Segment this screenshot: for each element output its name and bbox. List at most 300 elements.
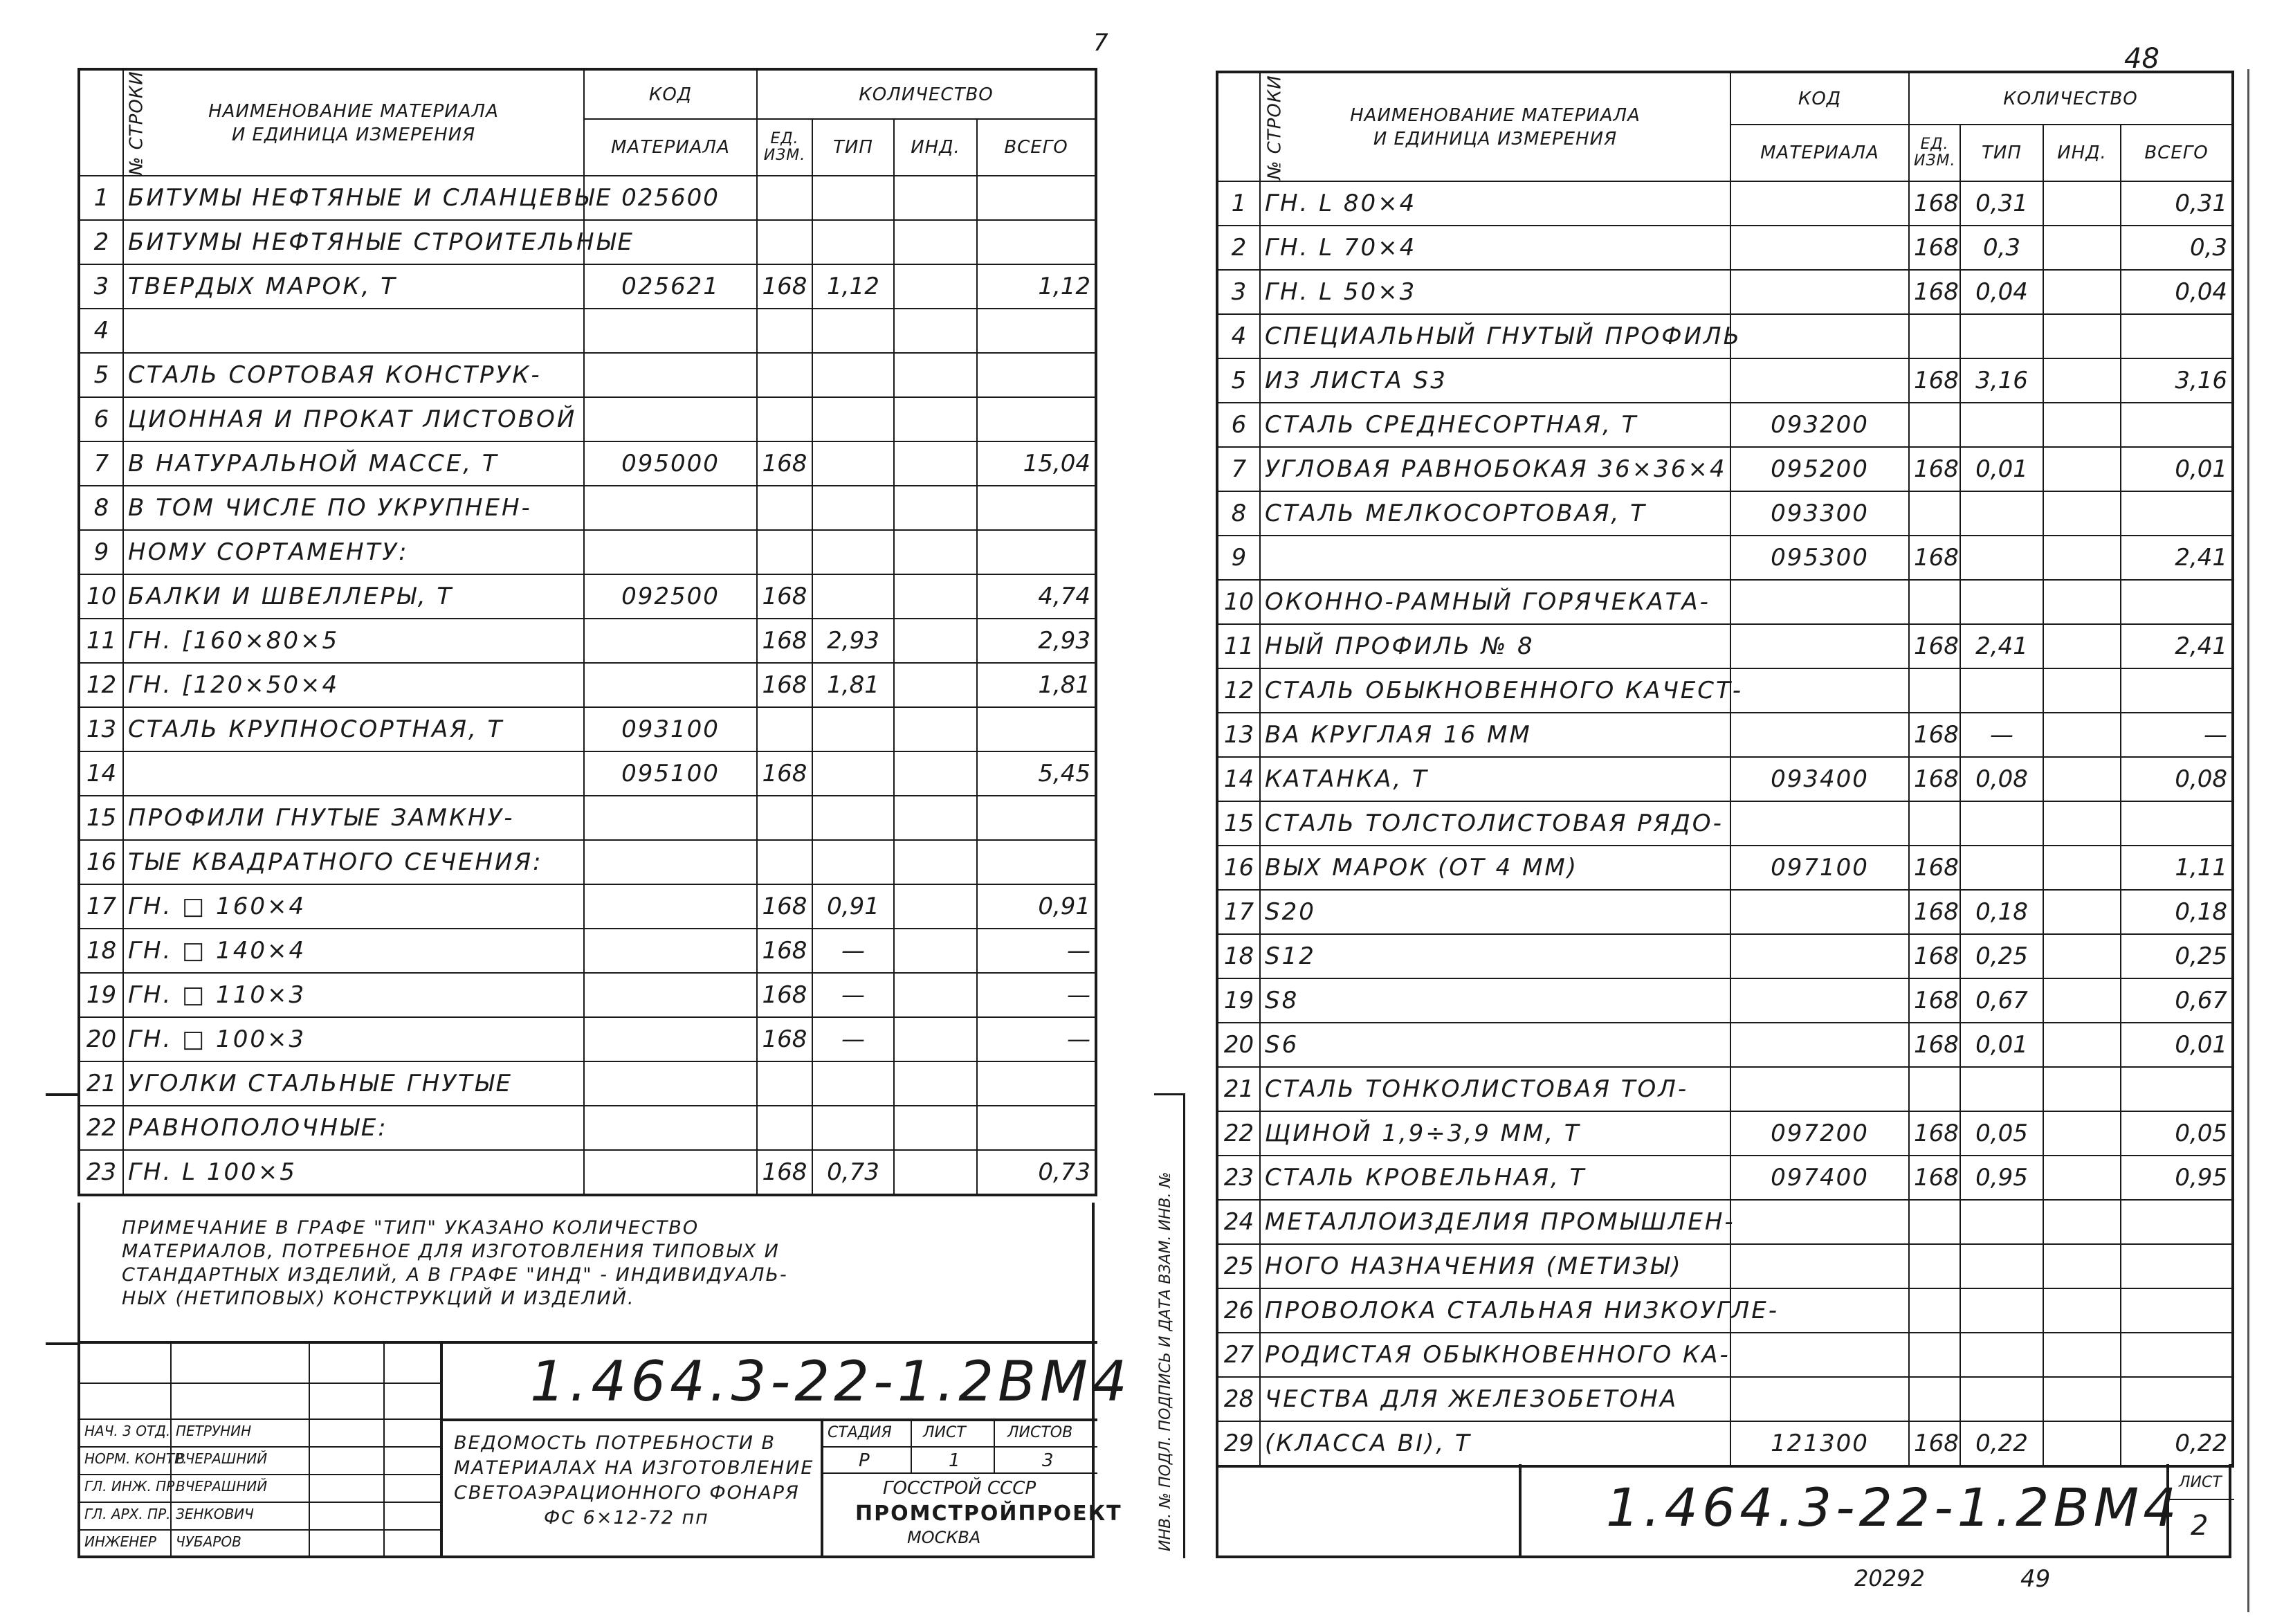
ind-quantity-cell bbox=[2043, 1377, 2121, 1421]
typ-quantity-cell: — bbox=[812, 929, 894, 973]
row-number-cell: 10 bbox=[1217, 580, 1260, 624]
table-row bbox=[1217, 624, 2233, 668]
ind-quantity-cell bbox=[2043, 1421, 2121, 1466]
total-quantity-cell: 1,81 bbox=[977, 663, 1096, 707]
total-quantity-cell: 0,18 bbox=[2121, 890, 2233, 934]
ind-quantity-cell bbox=[2043, 181, 2121, 226]
unit-cell: 168 bbox=[1909, 713, 1960, 757]
table-row bbox=[1217, 270, 2233, 314]
unit-cell bbox=[757, 309, 812, 353]
unit-cell bbox=[1909, 403, 1960, 447]
side-strip-line bbox=[1183, 1093, 1185, 1558]
materials-table-sheet-1 bbox=[77, 68, 1097, 1196]
total-quantity-cell: 0,31 bbox=[2121, 181, 2233, 226]
title-block-sheet-2 bbox=[1216, 1464, 2231, 1558]
unit-cell: 168 bbox=[757, 884, 812, 929]
table-row bbox=[79, 929, 1096, 973]
row-number-cell: 25 bbox=[1217, 1244, 1260, 1288]
title-block-sheet-1 bbox=[77, 1203, 1131, 1558]
row-number-cell: 9 bbox=[79, 530, 123, 574]
typ-quantity-cell bbox=[1960, 1288, 2043, 1333]
material-name-cell: СТАЛЬ ТОНКОЛИСТОВАЯ ТОЛ- bbox=[1260, 1067, 1730, 1111]
total-quantity-cell bbox=[2121, 491, 2233, 536]
ind-quantity-cell bbox=[2043, 668, 2121, 713]
material-code-cell: 097400 bbox=[1730, 1156, 1909, 1200]
material-name-cell: ЩИНОЙ 1,9÷3,9 ММ, Т bbox=[1260, 1111, 1730, 1156]
ind-quantity-cell bbox=[894, 751, 977, 796]
material-name-cell: ГН. L 100×5 bbox=[123, 1150, 584, 1195]
total-quantity-cell bbox=[2121, 403, 2233, 447]
table-header bbox=[79, 69, 1096, 176]
ind-quantity-cell bbox=[894, 973, 977, 1017]
row-number-cell: 10 bbox=[79, 574, 123, 619]
material-code-cell bbox=[1730, 1377, 1909, 1421]
ind-quantity-cell bbox=[894, 309, 977, 353]
material-name-cell: УГЛОВАЯ РАВНОБОКАЯ 36×36×4 bbox=[1260, 447, 1730, 491]
material-code-cell bbox=[1730, 1244, 1909, 1288]
table-row bbox=[1217, 890, 2233, 934]
material-code-cell bbox=[584, 663, 757, 707]
table-row bbox=[1217, 668, 2233, 713]
document-designation: 1.464.3-22-1.2ВМ4 bbox=[1606, 1477, 2181, 1538]
bottom-mark-2: 49 bbox=[2020, 1565, 2051, 1593]
material-name-cell: ПРОФИЛИ ГНУТЫЕ ЗАМКНУ- bbox=[123, 796, 584, 840]
total-quantity-cell: 0,67 bbox=[2121, 978, 2233, 1023]
table-row bbox=[1217, 1421, 2233, 1466]
typ-quantity-cell: 2,41 bbox=[1960, 624, 2043, 668]
total-quantity-cell bbox=[2121, 668, 2233, 713]
row-number-cell: 8 bbox=[79, 486, 123, 530]
binding-tick-2 bbox=[46, 1342, 79, 1345]
ind-quantity-cell bbox=[2043, 491, 2121, 536]
org-line-1: ГОССТРОЙ СССР bbox=[883, 1478, 1036, 1499]
sheet-value: 1 bbox=[949, 1450, 960, 1471]
unit-cell: 168 bbox=[1909, 890, 1960, 934]
table-row bbox=[1217, 846, 2233, 890]
row-number-cell: 22 bbox=[79, 1106, 123, 1150]
total-quantity-cell bbox=[977, 486, 1096, 530]
table-row bbox=[1217, 536, 2233, 580]
unit-cell bbox=[757, 840, 812, 884]
table-body bbox=[1217, 181, 2233, 1466]
material-name-cell bbox=[1260, 536, 1730, 580]
total-quantity-cell bbox=[2121, 1288, 2233, 1333]
material-name-cell: СПЕЦИАЛЬНЫЙ ГНУТЫЙ ПРОФИЛЬ bbox=[1260, 314, 1730, 358]
row-number-cell: 19 bbox=[79, 973, 123, 1017]
table-row bbox=[1217, 1111, 2233, 1156]
typ-quantity-cell: 1,12 bbox=[812, 264, 894, 309]
typ-quantity-cell: 0,91 bbox=[812, 884, 894, 929]
col-name-header: НАИМЕНОВАНИЕ МАТЕРИАЛА И ЕДИНИЦА ИЗМЕРЕНИЯ bbox=[1260, 72, 1730, 181]
table-row bbox=[79, 1061, 1096, 1106]
table-row bbox=[79, 530, 1096, 574]
unit-cell bbox=[1909, 1288, 1960, 1333]
material-code-cell: 095200 bbox=[1730, 447, 1909, 491]
material-name-cell: ГН. L 80×4 bbox=[1260, 181, 1730, 226]
staff-role: ГЛ. ИНЖ. ПР. bbox=[84, 1478, 179, 1495]
total-quantity-cell: 15,04 bbox=[977, 441, 1096, 486]
corner-mark-sheet-2: 48 bbox=[2124, 43, 2159, 75]
row-number-cell: 16 bbox=[1217, 846, 1260, 890]
material-code-cell bbox=[584, 1106, 757, 1150]
sheet-1 bbox=[77, 68, 1095, 1196]
ind-quantity-cell bbox=[2043, 1333, 2121, 1377]
material-code-cell: 095000 bbox=[584, 441, 757, 486]
table-row bbox=[79, 353, 1096, 397]
material-code-cell: 121300 bbox=[1730, 1421, 1909, 1466]
unit-cell: 168 bbox=[757, 574, 812, 619]
material-name-cell: ГН. □ 100×3 bbox=[123, 1017, 584, 1061]
table-row bbox=[79, 619, 1096, 663]
table-row bbox=[79, 264, 1096, 309]
table-row bbox=[79, 441, 1096, 486]
table-row bbox=[1217, 757, 2233, 801]
total-quantity-cell: 1,11 bbox=[2121, 846, 2233, 890]
material-name-cell: НОГО НАЗНАЧЕНИЯ (МЕТИЗЫ) bbox=[1260, 1244, 1730, 1288]
binding-tick-1 bbox=[46, 1093, 79, 1096]
ind-quantity-cell bbox=[894, 707, 977, 751]
material-name-cell: S8 bbox=[1260, 978, 1730, 1023]
table-row bbox=[1217, 978, 2233, 1023]
col-unit-header: ЕД. ИЗМ. bbox=[1909, 125, 1960, 181]
col-typ-header: ТИП bbox=[812, 119, 894, 176]
total-quantity-cell: 1,12 bbox=[977, 264, 1096, 309]
staff-role: НОРМ. КОНТР. bbox=[84, 1450, 188, 1467]
table-row bbox=[79, 574, 1096, 619]
document-designation: 1.464.3-22-1.2ВМ4 bbox=[530, 1349, 1131, 1414]
material-code-cell bbox=[584, 929, 757, 973]
row-number-cell: 9 bbox=[1217, 536, 1260, 580]
ind-quantity-cell bbox=[2043, 270, 2121, 314]
unit-cell: 168 bbox=[1909, 358, 1960, 403]
material-code-cell bbox=[584, 840, 757, 884]
material-code-cell bbox=[1730, 358, 1909, 403]
unit-cell: 168 bbox=[757, 663, 812, 707]
unit-cell bbox=[1909, 491, 1960, 536]
total-quantity-cell: 0,05 bbox=[2121, 1111, 2233, 1156]
col-name-header: НАИМЕНОВАНИЕ МАТЕРИАЛА И ЕДИНИЦА ИЗМЕРЕНИЯ bbox=[123, 69, 584, 176]
material-name-cell: ГН. L 70×4 bbox=[1260, 226, 1730, 270]
material-code-cell: 095300 bbox=[1730, 536, 1909, 580]
material-name-cell: БАЛКИ И ШВЕЛЛЕРЫ, Т bbox=[123, 574, 584, 619]
row-number-cell: 3 bbox=[1217, 270, 1260, 314]
ind-quantity-cell bbox=[2043, 580, 2121, 624]
table-row bbox=[1217, 491, 2233, 536]
total-quantity-cell: 2,41 bbox=[2121, 624, 2233, 668]
unit-cell: 168 bbox=[1909, 270, 1960, 314]
row-number-cell: 6 bbox=[79, 397, 123, 441]
typ-quantity-cell: 0,22 bbox=[1960, 1421, 2043, 1466]
material-code-cell: 093300 bbox=[1730, 491, 1909, 536]
unit-cell: 168 bbox=[1909, 757, 1960, 801]
material-name-cell: ГН. L 50×3 bbox=[1260, 270, 1730, 314]
table-row bbox=[1217, 1023, 2233, 1067]
staff-name: ПЕТРУНИН bbox=[176, 1423, 252, 1439]
sheet-2 bbox=[1216, 71, 2231, 1468]
ind-quantity-cell bbox=[894, 264, 977, 309]
typ-quantity-cell: 1,81 bbox=[812, 663, 894, 707]
ind-quantity-cell bbox=[2043, 978, 2121, 1023]
material-code-cell bbox=[584, 1061, 757, 1106]
material-code-cell bbox=[1730, 668, 1909, 713]
total-quantity-cell: 2,93 bbox=[977, 619, 1096, 663]
ind-quantity-cell bbox=[2043, 358, 2121, 403]
table-row bbox=[79, 176, 1096, 220]
total-quantity-cell: 0,01 bbox=[2121, 447, 2233, 491]
table-row bbox=[1217, 1200, 2233, 1244]
ind-quantity-cell bbox=[2043, 1288, 2121, 1333]
typ-quantity-cell bbox=[1960, 536, 2043, 580]
total-quantity-cell: — bbox=[977, 929, 1096, 973]
material-name-cell: УГОЛКИ СТАЛЬНЫЕ ГНУТЫЕ bbox=[123, 1061, 584, 1106]
typ-quantity-cell bbox=[812, 574, 894, 619]
material-code-cell: 093200 bbox=[1730, 403, 1909, 447]
unit-cell: 168 bbox=[1909, 846, 1960, 890]
material-code-cell bbox=[1730, 270, 1909, 314]
unit-cell: 168 bbox=[1909, 1023, 1960, 1067]
sheet-value: 2 bbox=[2191, 1510, 2209, 1542]
row-number-cell: 20 bbox=[79, 1017, 123, 1061]
total-quantity-cell bbox=[977, 220, 1096, 264]
table-row bbox=[1217, 934, 2233, 978]
sheet-label: ЛИСТ bbox=[923, 1424, 966, 1441]
ind-quantity-cell bbox=[894, 1061, 977, 1106]
total-quantity-cell bbox=[2121, 1067, 2233, 1111]
col-ind-header: ИНД. bbox=[2043, 125, 2121, 181]
ind-quantity-cell bbox=[2043, 1023, 2121, 1067]
row-number-cell: 29 bbox=[1217, 1421, 1260, 1466]
table-row bbox=[79, 1150, 1096, 1195]
typ-quantity-cell bbox=[812, 176, 894, 220]
material-name-cell: В ТОМ ЧИСЛЕ ПО УКРУПНЕН- bbox=[123, 486, 584, 530]
material-code-cell bbox=[1730, 1333, 1909, 1377]
material-code-cell bbox=[1730, 181, 1909, 226]
typ-quantity-cell bbox=[812, 397, 894, 441]
material-code-cell bbox=[1730, 713, 1909, 757]
unit-cell: 168 bbox=[757, 619, 812, 663]
typ-quantity-cell bbox=[812, 309, 894, 353]
material-code-cell: 097200 bbox=[1730, 1111, 1909, 1156]
total-quantity-cell bbox=[977, 397, 1096, 441]
note-text: ПРИМЕЧАНИЕ В ГРАФЕ "ТИП" УКАЗАНО КОЛИЧЕСТВО МАТЕРИАЛОВ, ПОТРЕБНОЕ ДЛЯ ИЗГОТОВЛЕНИЯ ТИПОВЫХ И СТАНДАРТНЫХ ИЗДЕЛИЙ, А В ГРАФЕ "ИНД" - ИНДИВИДУАЛЬ- НЫХ (НЕТИПОВЫХ) КОНСТРУКЦИЙ И ИЗДЕЛИЙ. bbox=[122, 1217, 788, 1309]
corner-mark-sheet-1: 7 bbox=[1093, 29, 1108, 57]
material-code-cell bbox=[1730, 226, 1909, 270]
material-name-cell: БИТУМЫ НЕФТЯНЫЕ СТРОИТЕЛЬНЫЕ bbox=[123, 220, 584, 264]
total-quantity-cell: 0,04 bbox=[2121, 270, 2233, 314]
unit-cell: 168 bbox=[1909, 934, 1960, 978]
unit-cell bbox=[757, 530, 812, 574]
ind-quantity-cell bbox=[2043, 757, 2121, 801]
material-code-cell bbox=[584, 530, 757, 574]
unit-cell bbox=[1909, 1333, 1960, 1377]
typ-quantity-cell: — bbox=[812, 1017, 894, 1061]
material-name-cell: ГН. [160×80×5 bbox=[123, 619, 584, 663]
sheets-label: ЛИСТОВ bbox=[1007, 1424, 1073, 1441]
total-quantity-cell bbox=[2121, 1244, 2233, 1288]
org-line-2: ПРОМСТРОЙПРОЕКТ bbox=[855, 1502, 1122, 1526]
material-code-cell: 097100 bbox=[1730, 846, 1909, 890]
stage-label: СТАДИЯ bbox=[828, 1424, 892, 1441]
document-title: ВЕДОМОСТЬ ПОТРЕБНОСТИ В МАТЕРИАЛАХ НА ИЗГОТОВЛЕНИЕ СВЕТОАЭРАЦИОННОГО ФОНАРЯ ФС 6×12-72 пп bbox=[454, 1432, 814, 1529]
ind-quantity-cell bbox=[894, 1106, 977, 1150]
total-quantity-cell: 2,41 bbox=[2121, 536, 2233, 580]
material-name-cell: ВА КРУГЛАЯ 16 ММ bbox=[1260, 713, 1730, 757]
row-number-cell: 13 bbox=[1217, 713, 1260, 757]
material-code-cell bbox=[1730, 624, 1909, 668]
total-quantity-cell bbox=[2121, 580, 2233, 624]
col-typ-header: ТИП bbox=[1960, 125, 2043, 181]
typ-quantity-cell: 2,93 bbox=[812, 619, 894, 663]
unit-cell: 168 bbox=[757, 441, 812, 486]
total-quantity-cell: 0,08 bbox=[2121, 757, 2233, 801]
unit-cell bbox=[757, 220, 812, 264]
unit-cell: 168 bbox=[757, 973, 812, 1017]
table-row bbox=[1217, 713, 2233, 757]
ind-quantity-cell bbox=[2043, 314, 2121, 358]
row-number-cell: 21 bbox=[79, 1061, 123, 1106]
typ-quantity-cell bbox=[812, 1061, 894, 1106]
col-code-header: КОД bbox=[1730, 72, 1909, 125]
total-quantity-cell bbox=[977, 796, 1096, 840]
table-row bbox=[79, 707, 1096, 751]
total-quantity-cell bbox=[977, 309, 1096, 353]
material-name-cell: ГН. □ 110×3 bbox=[123, 973, 584, 1017]
ind-quantity-cell bbox=[2043, 536, 2121, 580]
typ-quantity-cell bbox=[812, 530, 894, 574]
material-name-cell: S12 bbox=[1260, 934, 1730, 978]
ind-quantity-cell bbox=[894, 1150, 977, 1195]
material-name-cell: ТЫЕ КВАДРАТНОГО СЕЧЕНИЯ: bbox=[123, 840, 584, 884]
unit-cell: 168 bbox=[1909, 978, 1960, 1023]
ind-quantity-cell bbox=[2043, 1111, 2121, 1156]
row-number-cell: 1 bbox=[79, 176, 123, 220]
material-name-cell: ВЫХ МАРОК (ОТ 4 ММ) bbox=[1260, 846, 1730, 890]
total-quantity-cell bbox=[977, 530, 1096, 574]
material-name-cell: МЕТАЛЛОИЗДЕЛИЯ ПРОМЫШЛЕН- bbox=[1260, 1200, 1730, 1244]
typ-quantity-cell bbox=[812, 751, 894, 796]
typ-quantity-cell bbox=[812, 840, 894, 884]
ind-quantity-cell bbox=[894, 884, 977, 929]
row-number-cell: 19 bbox=[1217, 978, 1260, 1023]
table-row bbox=[79, 840, 1096, 884]
table-row bbox=[1217, 1156, 2233, 1200]
ind-quantity-cell bbox=[894, 796, 977, 840]
typ-quantity-cell: — bbox=[1960, 713, 2043, 757]
org-line-3: МОСКВА bbox=[907, 1528, 981, 1547]
table-row bbox=[1217, 801, 2233, 846]
typ-quantity-cell bbox=[1960, 491, 2043, 536]
ind-quantity-cell bbox=[2043, 1200, 2121, 1244]
staff-name: ВЧЕРАШНИЙ bbox=[176, 1450, 268, 1467]
material-code-cell bbox=[584, 973, 757, 1017]
material-code-cell: 092500 bbox=[584, 574, 757, 619]
total-quantity-cell: 4,74 bbox=[977, 574, 1096, 619]
typ-quantity-cell: 0,67 bbox=[1960, 978, 2043, 1023]
typ-quantity-cell: 0,95 bbox=[1960, 1156, 2043, 1200]
total-quantity-cell bbox=[977, 840, 1096, 884]
typ-quantity-cell: 0,73 bbox=[812, 1150, 894, 1195]
total-quantity-cell bbox=[2121, 314, 2233, 358]
table-row bbox=[1217, 358, 2233, 403]
ind-quantity-cell bbox=[2043, 846, 2121, 890]
ind-quantity-cell bbox=[2043, 713, 2121, 757]
unit-cell: 168 bbox=[1909, 181, 1960, 226]
material-code-cell bbox=[1730, 890, 1909, 934]
material-name-cell: РАВНОПОЛОЧНЫЕ: bbox=[123, 1106, 584, 1150]
row-number-cell: 2 bbox=[1217, 226, 1260, 270]
material-code-cell bbox=[1730, 1067, 1909, 1111]
typ-quantity-cell: 0,25 bbox=[1960, 934, 2043, 978]
total-quantity-cell: 0,3 bbox=[2121, 226, 2233, 270]
ind-quantity-cell bbox=[2043, 624, 2121, 668]
table-row bbox=[79, 486, 1096, 530]
unit-cell bbox=[757, 486, 812, 530]
row-number-cell: 17 bbox=[79, 884, 123, 929]
unit-cell bbox=[757, 796, 812, 840]
total-quantity-cell bbox=[977, 707, 1096, 751]
unit-cell bbox=[757, 1061, 812, 1106]
unit-cell: 168 bbox=[1909, 447, 1960, 491]
row-number-cell: 3 bbox=[79, 264, 123, 309]
unit-cell bbox=[1909, 1244, 1960, 1288]
material-code-cell: 093400 bbox=[1730, 757, 1909, 801]
col-unit-header: ЕД. ИЗМ. bbox=[757, 119, 812, 176]
typ-quantity-cell bbox=[1960, 801, 2043, 846]
table-row bbox=[1217, 447, 2233, 491]
unit-cell bbox=[757, 176, 812, 220]
material-name-cell: ГН. [120×50×4 bbox=[123, 663, 584, 707]
material-name-cell: ТВЕРДЫХ МАРОК, Т bbox=[123, 264, 584, 309]
total-quantity-cell bbox=[977, 1106, 1096, 1150]
typ-quantity-cell bbox=[1960, 846, 2043, 890]
ind-quantity-cell bbox=[2043, 1067, 2121, 1111]
total-quantity-cell: — bbox=[977, 973, 1096, 1017]
total-quantity-cell: 5,45 bbox=[977, 751, 1096, 796]
ind-quantity-cell bbox=[894, 1017, 977, 1061]
col-ind-header: ИНД. bbox=[894, 119, 977, 176]
ind-quantity-cell bbox=[2043, 890, 2121, 934]
unit-cell bbox=[1909, 314, 1960, 358]
table-row bbox=[1217, 1333, 2233, 1377]
material-code-cell bbox=[584, 1150, 757, 1195]
total-quantity-cell bbox=[2121, 1377, 2233, 1421]
row-number-cell: 7 bbox=[1217, 447, 1260, 491]
row-number-cell: 1 bbox=[1217, 181, 1260, 226]
staff-role: ИНЖЕНЕР bbox=[84, 1533, 156, 1550]
ind-quantity-cell bbox=[2043, 226, 2121, 270]
typ-quantity-cell bbox=[812, 707, 894, 751]
total-quantity-cell bbox=[977, 353, 1096, 397]
material-code-cell: 093100 bbox=[584, 707, 757, 751]
material-name-cell: СТАЛЬ СРЕДНЕСОРТНАЯ, Т bbox=[1260, 403, 1730, 447]
row-number-cell: 4 bbox=[79, 309, 123, 353]
material-code-cell bbox=[1730, 934, 1909, 978]
col-quantity-header: КОЛИЧЕСТВО bbox=[757, 69, 1096, 119]
material-name-cell bbox=[123, 309, 584, 353]
staff-name: ЗЕНКОВИЧ bbox=[176, 1506, 254, 1522]
table-row bbox=[79, 220, 1096, 264]
material-code-cell bbox=[584, 397, 757, 441]
row-number-cell: 15 bbox=[79, 796, 123, 840]
ind-quantity-cell bbox=[894, 574, 977, 619]
total-quantity-cell: — bbox=[977, 1017, 1096, 1061]
material-name-cell: ГН. □ 160×4 bbox=[123, 884, 584, 929]
typ-quantity-cell: 0,04 bbox=[1960, 270, 2043, 314]
row-number-cell: 8 bbox=[1217, 491, 1260, 536]
material-name-cell: БИТУМЫ НЕФТЯНЫЕ И СЛАНЦЕВЫЕ bbox=[123, 176, 584, 220]
unit-cell: 168 bbox=[1909, 226, 1960, 270]
row-number-cell: 23 bbox=[79, 1150, 123, 1195]
